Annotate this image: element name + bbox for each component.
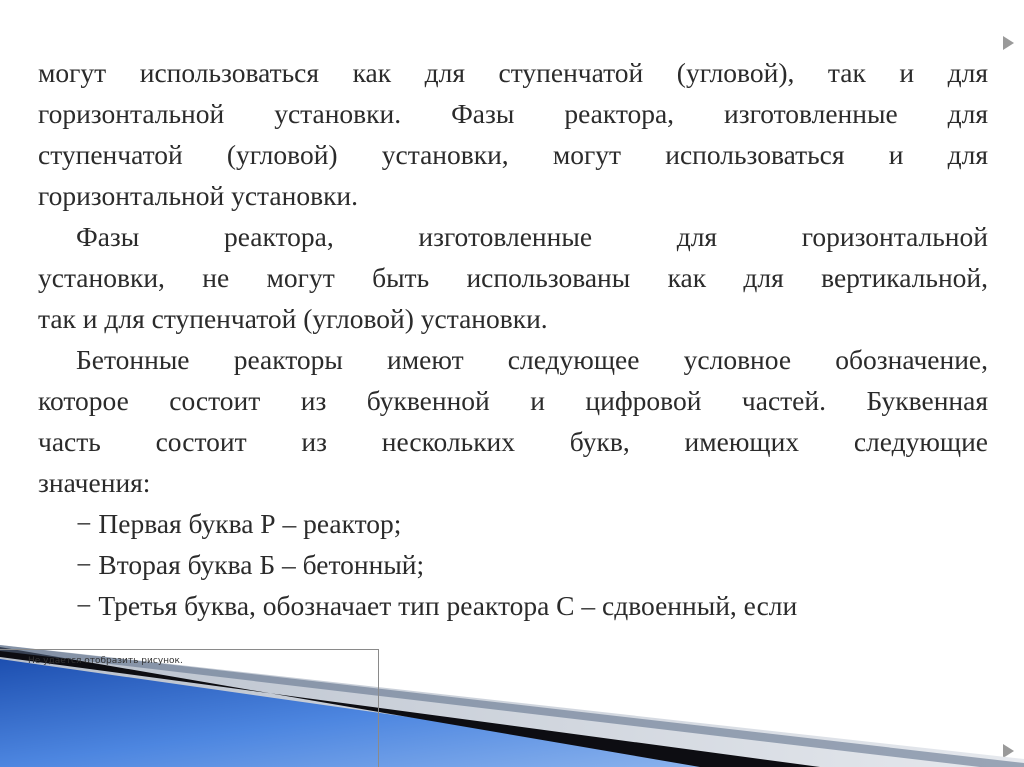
- slide-text: [38, 52, 988, 626]
- paragraph-line: часть состоит из нескольких букв, имеющих следующие: [38, 426, 988, 457]
- paragraph-line: горизонтальной установки. Фазы реактора, изготовленные для: [38, 98, 988, 129]
- paragraph-line: так и для ступенчатой (угловой) установки.: [38, 303, 548, 334]
- broken-image-message: Не удается отобразить рисунок.: [28, 656, 183, 666]
- paragraph-line: которое состоит из буквенной и цифровой частей. Буквенная: [38, 385, 988, 416]
- paragraph-line: Бетонные реакторы имеют следующее условное обозначение,: [76, 344, 988, 375]
- paragraph-line: горизонтальной установки.: [38, 180, 359, 211]
- nav-arrow-icon: [1003, 36, 1014, 50]
- paragraph-line: установки, не могут быть использованы как для вертикальной,: [38, 262, 988, 293]
- list-item: − Третья буква, обозначает тип реактора С – сдвоенный, если: [76, 590, 798, 621]
- broken-image-placeholder: [0, 649, 379, 767]
- paragraph-line: ступенчатой (угловой) установки, могут использоваться и для: [38, 139, 988, 170]
- paragraph-line: Фазы реактора, изготовленные для горизонтальной: [76, 221, 988, 252]
- list-item: − Вторая буква Б – бетонный;: [76, 549, 425, 580]
- paragraph-line: могут использоваться как для ступенчатой (угловой), так и для: [38, 57, 988, 88]
- list-item: − Первая буква Р – реактор;: [76, 508, 402, 539]
- paragraph-line: значения:: [38, 467, 151, 498]
